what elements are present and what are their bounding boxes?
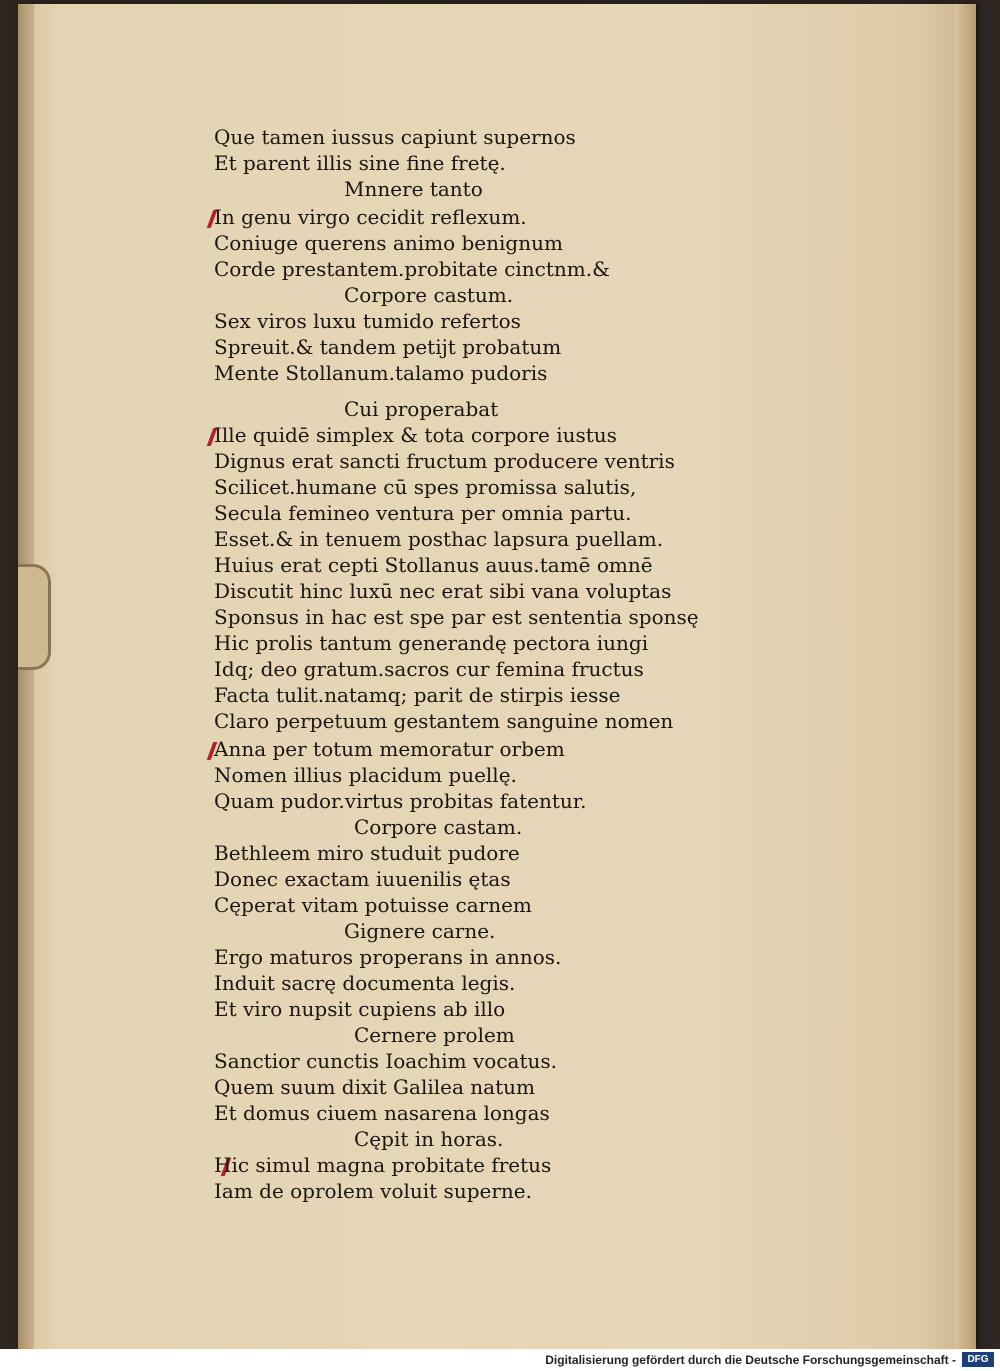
page-fore-edge [954,4,976,1349]
verse-line: Et domus ciuem nasarena longas [214,1101,550,1125]
verse-line: Spreuit.& tandem petijt probatum [214,335,562,359]
verse-line: Cęperat vitam potuisse carnem [214,893,532,917]
page-gutter [18,4,34,1349]
verse-line: Coniuge querens animo benignum [214,231,563,255]
verse-line: Que tamen iussus capiunt supernos [214,125,576,149]
verse-line: Induit sacrę documenta legis. [214,971,516,995]
verse-line: Hic prolis tantum generandę pectora iungi [214,631,649,655]
verse-line: Iam de oprolem voluit superne. [214,1179,532,1203]
verse-line: Cępit in horas. [354,1127,504,1151]
verse-line: Anna per totum memoratur orbem [214,737,565,761]
verse-line: Hic simul magna probitate fretus [214,1153,552,1177]
verse-line: Sponsus in hac est spe par est sententia sponsę [214,605,699,629]
dfg-logo-icon: DFG [962,1352,994,1367]
verse-line: Mnnere tanto [344,177,483,201]
verse-line: Idq; deo gratum.sacros cur femina fructus [214,657,644,681]
verse-line: Facta tulit.natamq; parit de stirpis iesse [214,683,621,707]
verse-line: Discutit hinc luxū nec erat sibi vana voluptas [214,579,672,603]
digitization-credit-bar [0,1349,1000,1371]
book-clasp [18,564,51,670]
verse-line: Nomen illius placidum puellę. [214,763,517,787]
verse-line: Corpore castum. [344,283,514,307]
verse-line: Sex viros luxu tumido refertos [214,309,521,333]
verse-line: Cui properabat [344,397,499,421]
verse-line: Corpore castam. [354,815,523,839]
verse-line: Secula femineo ventura per omnia partu. [214,501,632,525]
verse-line: Cernere prolem [354,1023,515,1047]
verse-line: Donec exactam iuuenilis ętas [214,867,511,891]
credit-text: Digitalisierung gefördert durch die Deutsche Forschungsgemeinschaft - [545,1353,956,1367]
verse-line: Gignere carne. [344,919,496,943]
verse-line: In genu virgo cecidit reflexum. [214,205,527,229]
verse-line: Et parent illis sine fine fretę. [214,151,506,175]
verse-line: Sanctior cunctis Ioachim vocatus. [214,1049,557,1073]
verse-line: Quem suum dixit Galilea natum [214,1075,535,1099]
verse-line: Corde prestantem.probitate cinctnm.& [214,257,610,281]
verse-line: Scilicet.humane cū spes promissa salutis, [214,475,637,499]
verse-line: Bethleem miro studuit pudore [214,841,520,865]
verse-line: Claro perpetuum gestantem sanguine nomen [214,709,674,733]
verse-line: Et viro nupsit cupiens ab illo [214,997,506,1021]
verse-line: Mente Stollanum.talamo pudoris [214,361,548,385]
verse-line: Esset.& in tenuem posthac lapsura puellam. [214,527,664,551]
verse-line: Ille quidē simplex & tota corpore iustus [214,423,617,447]
verse-line: Ergo maturos properans in annos. [214,945,562,969]
verse-line: Huius erat cepti Stollanus auus.tamē omnē [214,553,653,577]
verse-line: Quam pudor.virtus probitas fatentur. [214,789,587,813]
verse-line: Dignus erat sancti fructum producere ventris [214,449,675,473]
